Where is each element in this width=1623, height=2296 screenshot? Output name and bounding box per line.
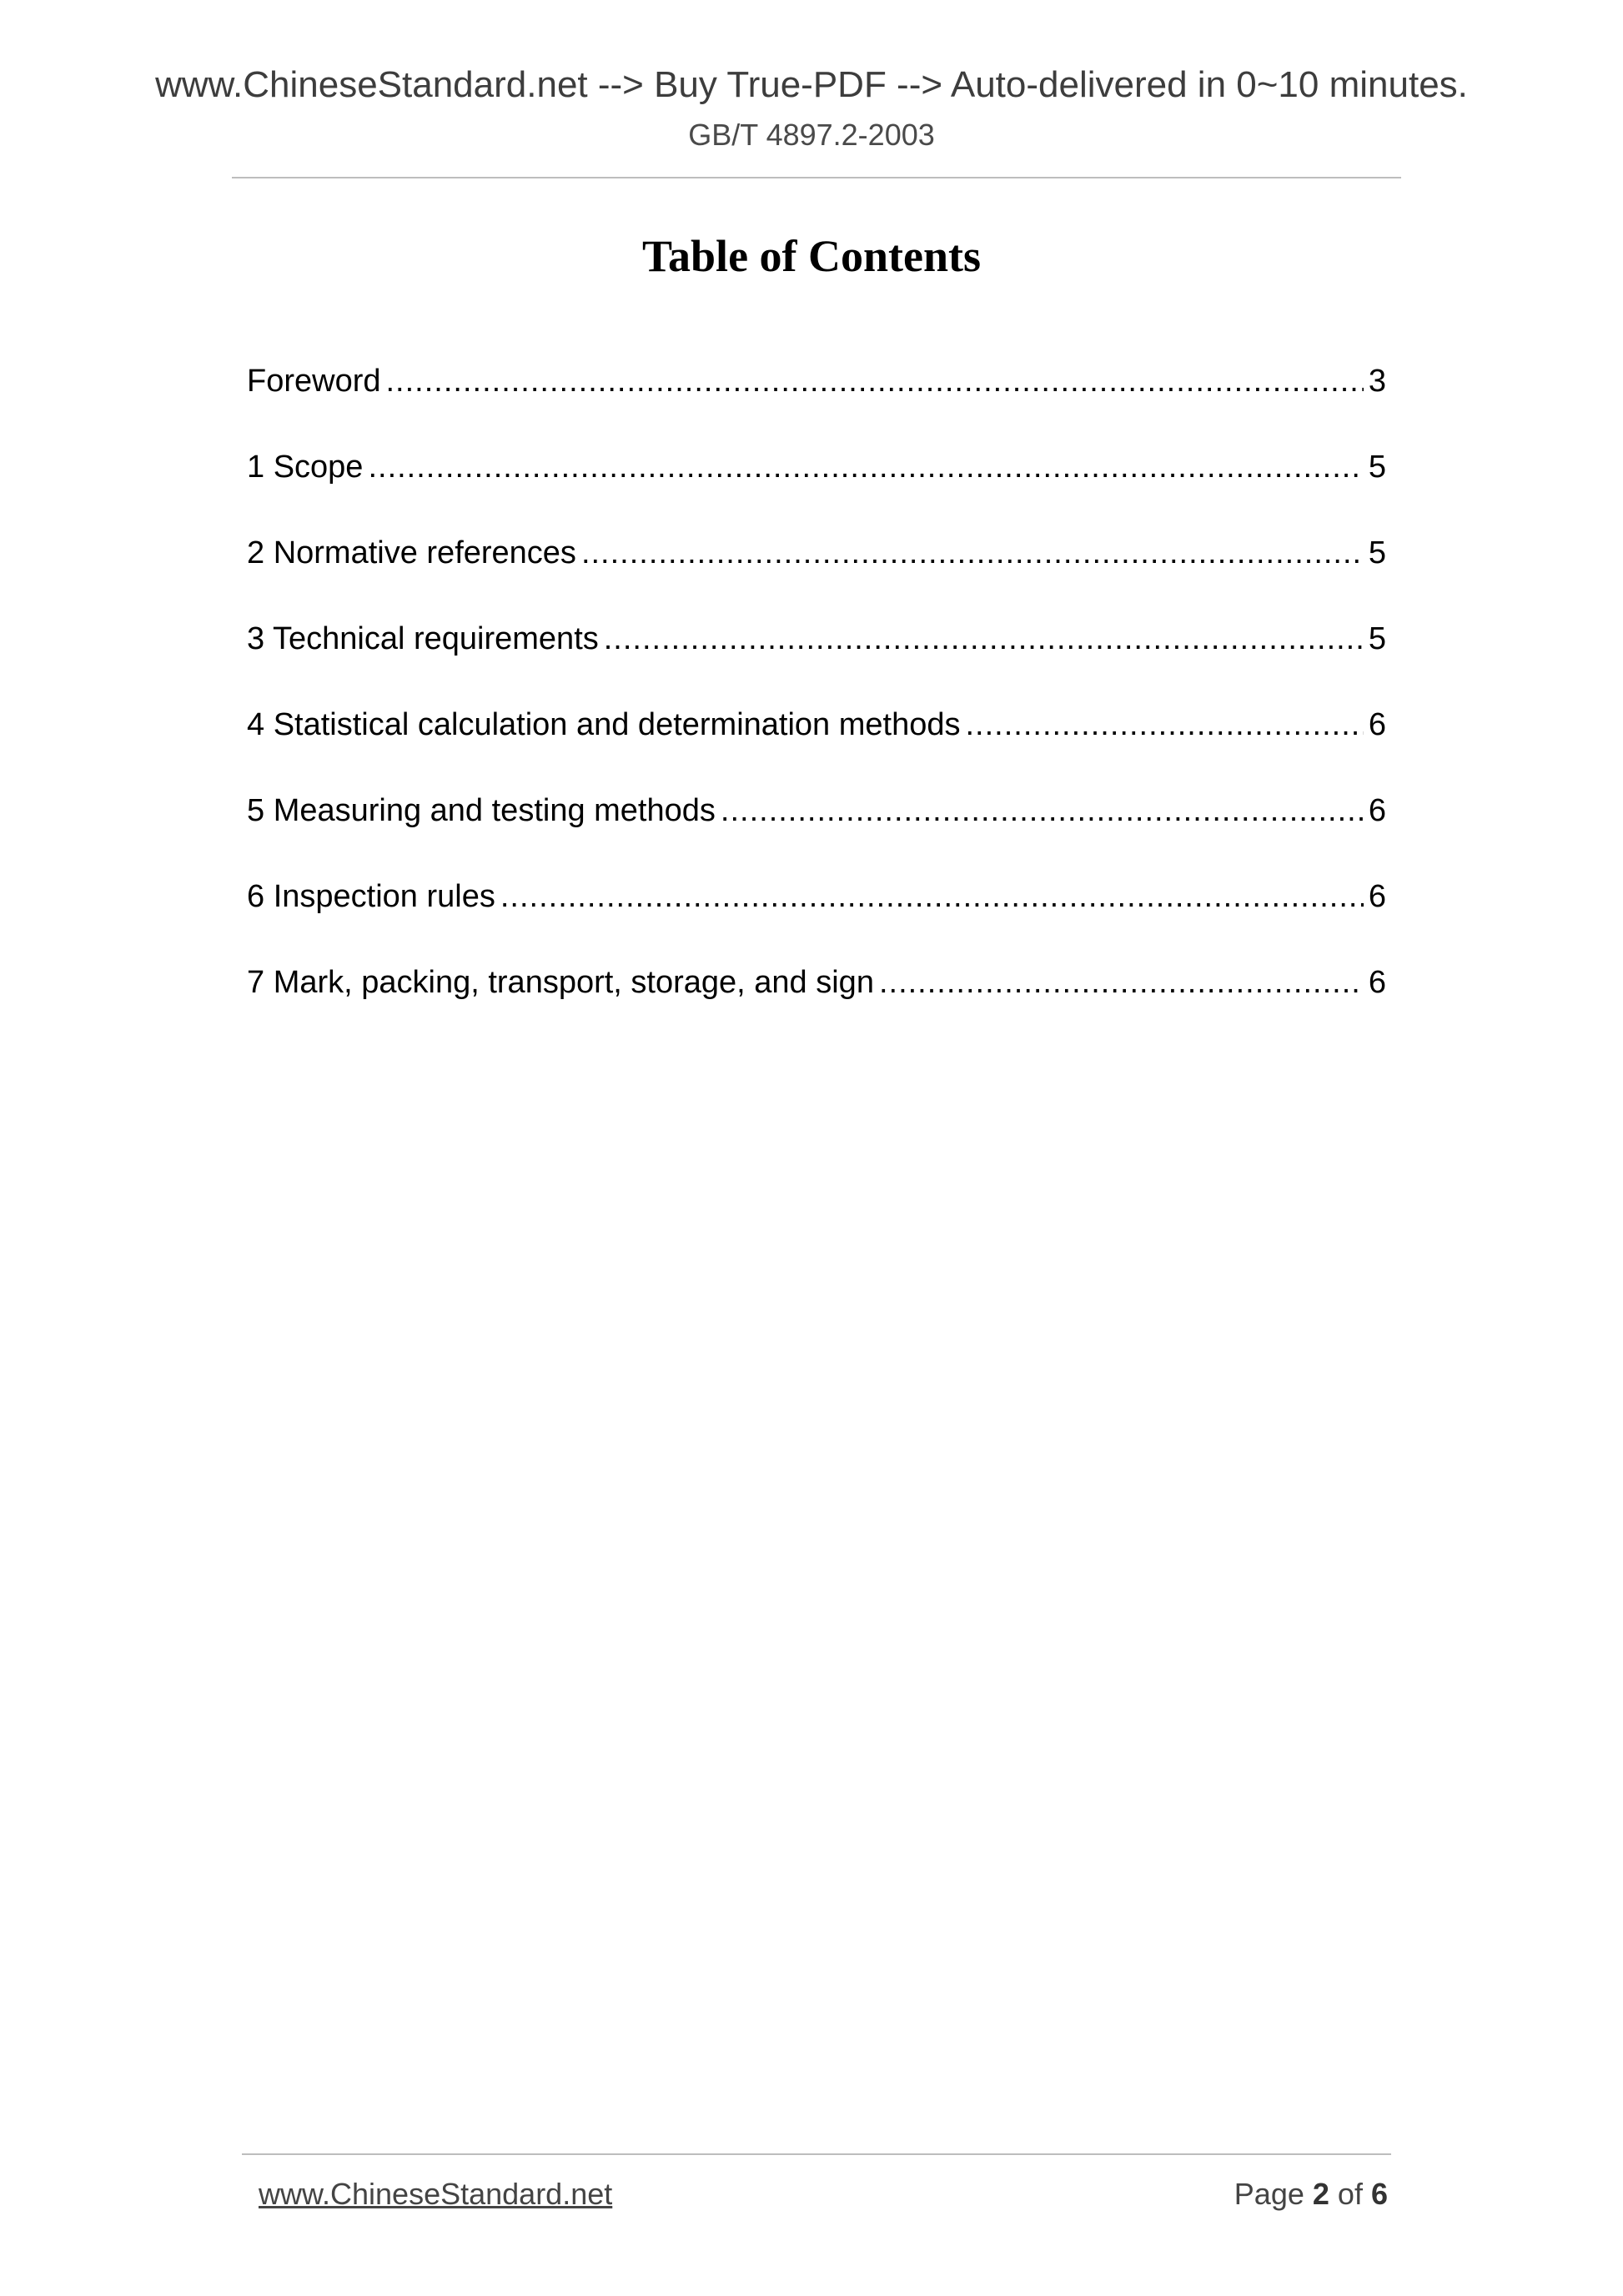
toc-entry-page: 6 [1368,707,1386,742]
toc-dot-leader [965,696,1363,754]
toc-entry-label: 3 Technical requirements [247,621,599,656]
table-of-contents [247,352,1386,1039]
toc-entry-foreword[interactable] [247,352,1386,438]
toc-entry-measuring-testing[interactable] [247,781,1386,867]
toc-dot-leader [368,438,1363,496]
page-footer [259,2173,1388,2215]
toc-entry-mark-packing[interactable] [247,953,1386,1039]
toc-dot-leader [879,953,1364,1012]
footer-divider [242,2153,1391,2155]
toc-entry-label: 2 Normative references [247,535,576,570]
current-page-number: 2 [1312,2177,1329,2211]
toc-title: Table of Contents [641,231,982,281]
toc-entry-technical-requirements[interactable] [247,610,1386,696]
toc-entry-label: 4 Statistical calculation and determination methods [247,707,961,742]
header-banner: www.ChineseStandard.net --> Buy True-PDF --> Auto-delivered in 0~10 minutes. [155,64,1468,105]
toc-dot-leader [386,352,1364,410]
toc-entry-page: 5 [1368,535,1386,570]
toc-entry-normative-references[interactable] [247,524,1386,610]
toc-entry-statistical-calculation[interactable] [247,696,1386,781]
toc-entry-page: 5 [1368,450,1386,485]
toc-entry-scope[interactable] [247,438,1386,524]
toc-entry-label: 1 Scope [247,450,364,485]
toc-dot-leader [500,867,1364,926]
page-header [0,60,1623,158]
toc-entry-label: Foreword [247,364,381,399]
page-counter-separator: of [1337,2177,1363,2211]
page-counter [1234,2173,1388,2215]
toc-entry-page: 6 [1368,965,1386,1000]
toc-entry-page: 6 [1368,793,1386,828]
toc-entry-label: 6 Inspection rules [247,879,495,914]
total-page-count: 6 [1370,2177,1388,2211]
toc-entry-page: 5 [1368,621,1386,656]
document-number: GB/T 4897.2-2003 [688,118,935,152]
toc-entry-page: 6 [1368,879,1386,914]
toc-dot-leader [604,610,1364,668]
toc-dot-leader [721,781,1364,840]
toc-entry-page: 3 [1368,364,1386,399]
toc-entry-label: 5 Measuring and testing methods [247,793,716,828]
page-counter-prefix: Page [1234,2177,1304,2211]
footer-site-link[interactable]: www.ChineseStandard.net [259,2177,613,2211]
toc-dot-leader [581,524,1364,582]
toc-entry-inspection-rules[interactable] [247,867,1386,953]
header-divider [232,177,1401,178]
toc-entry-label: 7 Mark, packing, transport, storage, and sign [247,965,874,1000]
